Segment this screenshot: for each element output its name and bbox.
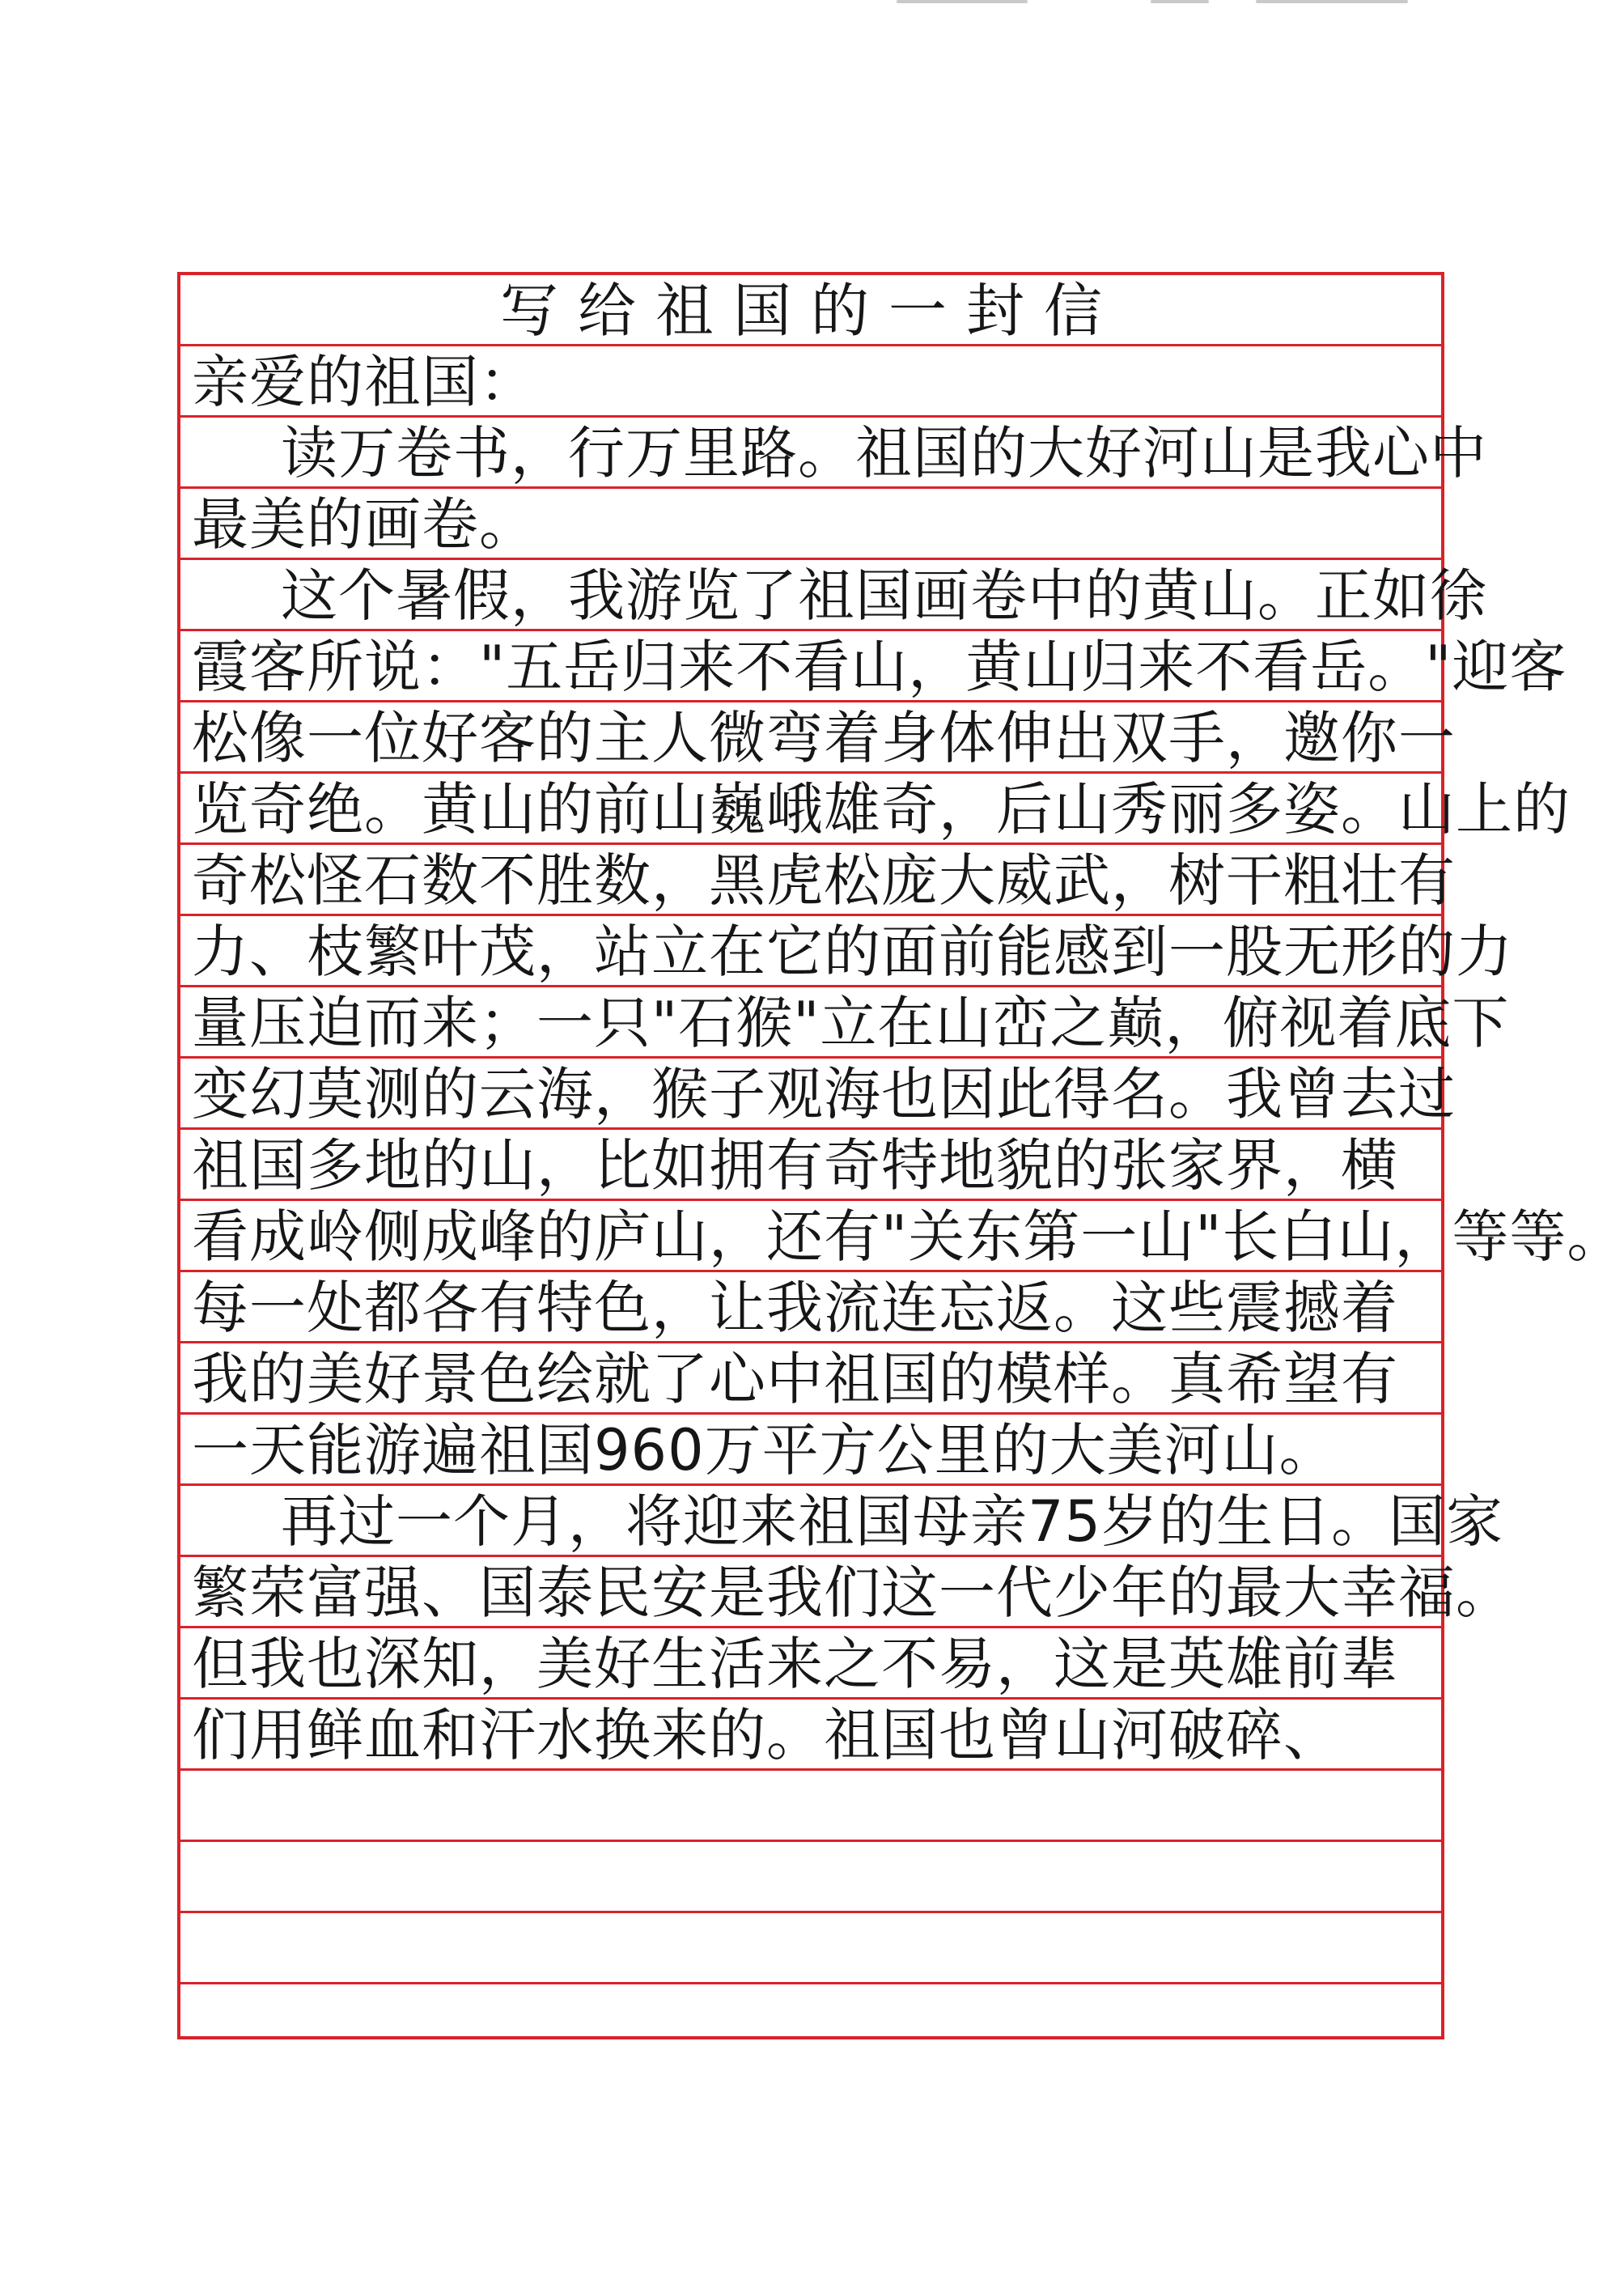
ruled-writing-area	[177, 272, 1624, 2039]
text-line: 松像一位好客的主人微弯着身体伸出双手，邀你一	[192, 705, 1456, 771]
text-line: 看成岭侧成峰的庐山，还有"关东第一山"长白山，等等。	[192, 1203, 1624, 1270]
scan-edge-mark	[1256, 0, 1408, 3]
scan-edge-mark	[897, 0, 1028, 3]
text-line: 览奇绝。黄山的前山巍峨雄奇，后山秀丽多姿。山上的	[192, 776, 1571, 842]
text-line: 我的美好景色绘就了心中祖国的模样。真希望有	[192, 1346, 1398, 1412]
letter-title: 写给祖国的一封信	[499, 277, 1122, 345]
text-line: 霞客所说："五岳归来不看山，黄山归来不看岳。"迎客	[192, 634, 1567, 700]
text-line: 最美的画卷。	[192, 491, 536, 558]
text-line: 繁荣富强、国泰民安是我们这一代少年的最大幸福。	[192, 1560, 1513, 1626]
text-line: 力、枝繁叶茂，站立在它的面前能感到一股无形的力	[192, 919, 1513, 985]
text-line: 但我也深知，美好生活来之不易，这是英雄前辈	[192, 1631, 1398, 1697]
text-line: 奇松怪石数不胜数，黑虎松庞大威武，树干粗壮有	[192, 847, 1456, 914]
text-line: 变幻莫测的云海，猴子观海也因此得名。我曾去过	[192, 1061, 1456, 1127]
text-line: 再过一个月，将迎来祖国母亲75岁的生日。国家	[281, 1488, 1504, 1555]
text-line: 一天能游遍祖国960万平方公里的大美河山。	[192, 1417, 1337, 1483]
text-line: 们用鲜血和汗水换来的。祖国也曾山河破碎、	[192, 1702, 1341, 1768]
text-line: 这个暑假，我游览了祖国画卷中的黄山。正如徐	[281, 562, 1487, 629]
text-line: 读万卷书，行万里路。祖国的大好河山是我心中	[281, 420, 1487, 486]
text-line: 祖国多地的山，比如拥有奇特地貌的张家界，横	[192, 1132, 1398, 1199]
text-line: 量压迫而来；一只"石猴"立在山峦之巅，俯视着底下	[192, 990, 1510, 1056]
text-line: 每一处都各有特色，让我流连忘返。这些震撼着	[192, 1275, 1398, 1341]
scan-edge-mark	[1151, 0, 1209, 3]
salutation: 亲爱的祖国：	[192, 349, 536, 415]
